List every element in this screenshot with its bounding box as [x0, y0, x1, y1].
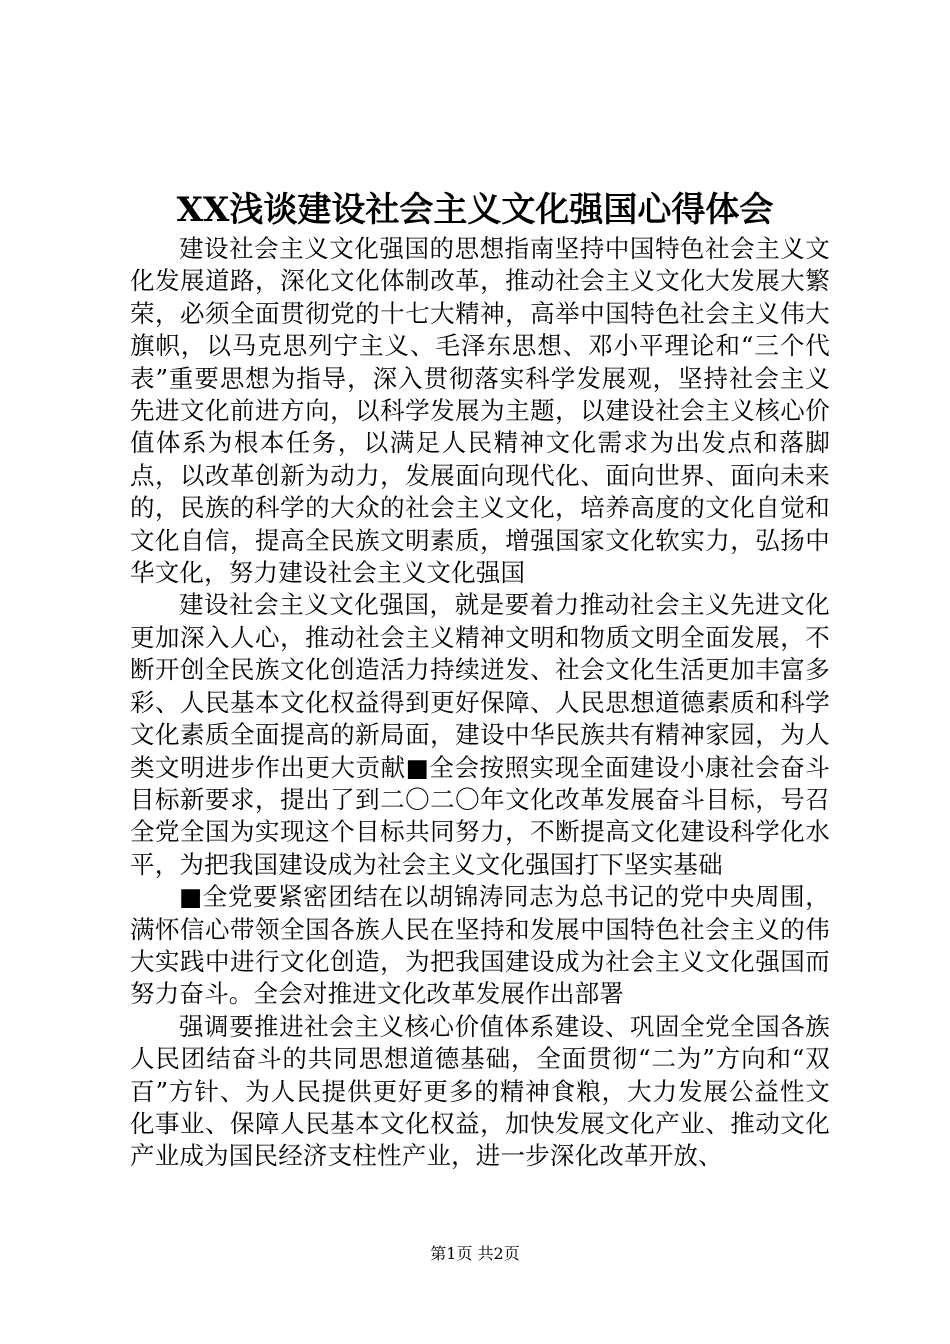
paragraph-4: 强调要推进社会主义核心价值体系建设、巩固全党全国各族人民团结奋斗的共同思想道德基础，全面贯彻“二为”方向和“双百”方针、为人民提供更好更多的精神食粮，大力发展公益性文化事业、保障人民基本文化权益，加快发展文化产业、推动文化产业成为国民经济支柱性产业，进一步深化改革开放、 — [130, 1011, 830, 1171]
paragraph-1: 建设社会主义文化强国的思想指南坚持中国特色社会主义文化发展道路，深化文化体制改革，推动社会主义文化大发展大繁荣，必须全面贯彻党的十七大精神，高举中国特色社会主义伟大旗帜，以马克思列宁主义、毛泽东思想、邓小平理论和“三个代表”重要思想为指导，深入贯彻落实科学发展观，坚持社会主义先进文化前进方向，以科学发展为主题，以建设社会主义核心价值体系为根本任务，以满足人民精神文化需求为出发点和落脚点，以改革创新为动力，发展面向现代化、面向世界、面向未来的，民族的科学的大众的社会主义文化，培养高度的文化自觉和文化自信，提高全民族文明素质，增强国家文化软实力，弘扬中华文化，努力建设社会主义文化强国 — [130, 234, 830, 588]
document-body — [130, 233, 830, 1173]
document-title: XX浅谈建设社会主义文化强国心得体会 — [176, 190, 774, 230]
paragraph-2: 建设社会主义文化强国，就是要着力推动社会主义先进文化更加深入人心，推动社会主义精神文明和物质文明全面发展，不断开创全民族文化创造活力持续迸发、社会文化生活更加丰富多彩、人民基本文化权益得到更好保障、人民思想道德素质和科学文化素质全面提高的新局面，建设中华民族共有精神家园，为人类文明进步作出更大贡献■全会按照实现全面建设小康社会奋斗目标新要求，提出了到二〇二〇年文化改革发展奋斗目标，号召全党全国为实现这个目标共同努力，不断提高文化建设科学化水平，为把我国建设成为社会主义文化强国打下坚实基础 — [130, 590, 830, 879]
page-number-footer: 第1页 共2页 — [430, 1244, 520, 1263]
paragraph-3: ■全党要紧密团结在以胡锦涛同志为总书记的党中央周围，满怀信心带领全国各族人民在坚持和发展中国特色社会主义的伟大实践中进行文化创造，为把我国建设成为社会主义文化强国而努力奋斗。全会对推进文化改革发展作出部署 — [130, 882, 830, 1009]
